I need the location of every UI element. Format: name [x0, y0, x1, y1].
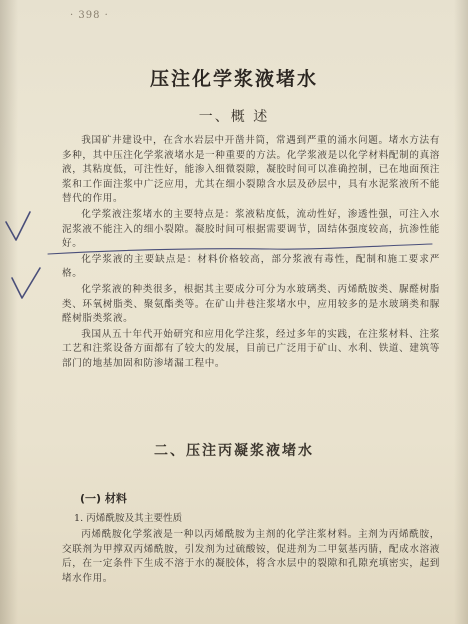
- section-2-title: 二、压注丙凝浆液堵水: [154, 443, 314, 459]
- subsection-heading: (一) 材料: [80, 492, 127, 505]
- document-title: 压注化学浆液堵水: [149, 68, 318, 90]
- paragraph: 我国从五十年代开始研究和应用化学注浆，经过多年的实践，在注浆材料、注浆工艺和注浆设备方面都有了较大的发展，目前已广泛用于矿山、水利、铁道、建筑等部门的地基加固和防渗堵漏工程中。: [62, 328, 440, 369]
- section-1-title: 一、概 述: [198, 109, 270, 125]
- paragraph: 化学浆液注浆堵水的主要特点是：浆液粘度低，流动性好，渗透性强，可注入水泥浆液不能注入的细小裂隙。凝胶时间可根据需要调节，固结体强度较高，抗渗性能好。: [62, 208, 440, 250]
- section-2-body: [62, 528, 440, 587]
- paragraph: 化学浆液的主要缺点是：材料价格较高，部分浆液有毒性，配制和施工要求严格。: [62, 253, 440, 280]
- paragraph: 我国矿井建设中，在含水岩层中开凿井筒，常遇到严重的涌水问题。堵水方法有多种，其中压注化学浆液堵水是一种重要的方法。化学浆液是以化学材料配制的真溶液，其粘度低，可注性好，能渗入细微裂隙，凝胶时间可以准确控制，已在地面预注浆和工作面注浆中广泛应用，尤其在细小裂隙含水层及砂层中，具有水泥浆液所不能替代的作用。: [62, 135, 440, 205]
- page-number-header: · 398 ·: [70, 10, 109, 21]
- page-binding-shadow: [0, 0, 18, 624]
- section-1-body: [62, 134, 440, 373]
- sub-item-heading: 1. 丙烯酰胺及其主要性质: [74, 513, 183, 524]
- paragraph: 丙烯酰胺化学浆液是一种以丙烯酰胺为主剂的化学注浆材料。主剂为丙烯酰胺，交联剂为甲撑双丙烯酰胺，引发剂为过硫酸铵，促进剂为二甲氨基丙腈，配成水溶液后，在一定条件下生成不溶于水的凝胶体，将含水层中的裂隙和孔隙充填密实，起到堵水作用。: [62, 529, 440, 584]
- page-edge-shadow: [454, 0, 468, 624]
- paragraph: 化学浆液的种类很多，根据其主要成分可分为水玻璃类、丙烯酰胺类、脲醛树脂类、环氧树脂类、聚氨酯类等。在矿山井巷注浆堵水中，应用较多的是水玻璃类和脲醛树脂类浆液。: [62, 283, 440, 325]
